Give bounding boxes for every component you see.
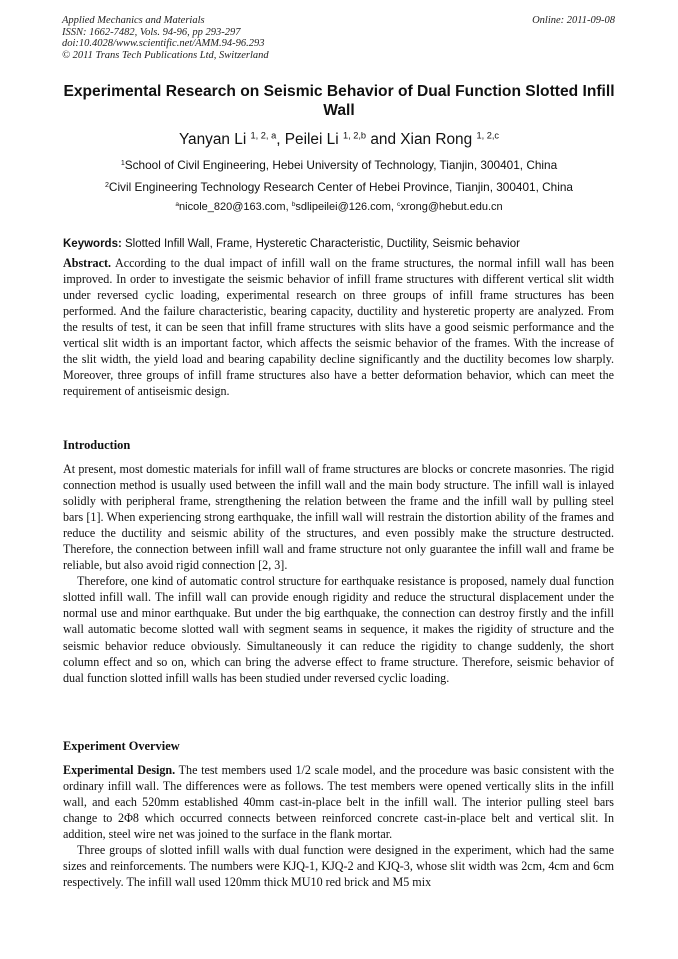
doi-line: doi:10.4028/www.scientific.net/AMM.94-96.293 <box>62 38 265 50</box>
experiment-section <box>63 762 614 890</box>
experiment-design-text: The test members used 1/2 scale model, and the procedure was basic consistent with the ordinary infill wall. The differences were as follows. The test members were opened vertically slits in the infill wall, and each 520mm established 40mm cast-in-place belt in the infill wall. The interior pulling steel bars change to 2Φ8 which occurred connects between reinforced concrete cast-in-place belt and vertical slit. In addition, steel wire net was joined to the surface in the flank mortar. <box>63 763 614 842</box>
author-list <box>62 131 616 149</box>
issn-line: ISSN: 1662-7482, Vols. 94-96, pp 293-297 <box>62 26 241 38</box>
keywords-text: Slotted Infill Wall, Frame, Hysteretic Characteristic, Ductility, Seismic behavior <box>121 238 520 250</box>
author-name: Peilei Li <box>284 131 339 148</box>
introduction-paragraph: Therefore, one kind of automatic control structure for earthquake resistance is proposed, namely dual function slotted infill wall. The infill wall can provide enough rigidity and reduce the structural displacement under the normal use and minor earthquake. But under the big earthquake, the connection can destroy firstly and the infill wall automatic become slotted wall with segment seams in sequence, it makes the rigidity of structure and the seismic behavior reduce obviously. Simultaneously it can reduce the rigidity to change suddenly, the short column effect and so on, which can bring the adverse effect to frame structure. Therefore, seismic behavior of dual function slotted infill walls has been studied under reversed cyclic loading. <box>63 574 614 685</box>
author-affiliation-mark: 1, 2, a <box>250 130 277 141</box>
author-separator: and <box>366 131 401 148</box>
affiliation-mark: 2 <box>104 180 109 189</box>
copyright-line: © 2011 Trans Tech Publications Ltd, Switzerland <box>62 49 269 61</box>
abstract <box>63 255 614 399</box>
author-affiliation-mark: 1, 2,c <box>476 130 500 141</box>
email-address: sdlipeilei@126.com, <box>295 201 398 213</box>
online-date: Online: 2011-09-08 <box>532 15 615 26</box>
experiment-heading: Experiment Overview <box>63 739 180 753</box>
affiliation-text: School of Civil Engineering, Hebei University of Technology, Tianjin, 300401, China <box>124 158 558 172</box>
paper-title: Experimental Research on Seismic Behavior of Dual Function Slotted Infill Wall <box>63 83 615 119</box>
author-separator: , <box>276 131 285 148</box>
email-mark: c <box>397 201 401 209</box>
email-address: xrong@hebut.edu.cn <box>400 201 503 213</box>
author-name: Xian Rong <box>400 131 473 148</box>
introduction-paragraph: At present, most domestic materials for infill wall of frame structures are blocks or concrete masonries. The rigid connection method is usually used between the infill wall and the main body structure. The infill wall is inlayed solidly with peripheral frame, strengthening the relation between the frame and the infill wall by pulling steel bars [1]. When experiencing strong earthquake, the infill wall will restrain the distortion ability of the frames and reduce the ductility and seismic ability of the structures, and even possibly make the structure destructed. Therefore, the connection between infill wall and frame structure not only guarantee the infill wall and frame be reliable, but also avoid rigid connection [2, 3]. <box>63 462 614 573</box>
abstract-paragraph <box>63 255 614 399</box>
keywords-label: Keywords: <box>63 238 122 250</box>
experiment-design-paragraph <box>63 762 614 842</box>
journal-name: Applied Mechanics and Materials <box>62 15 205 26</box>
author-emails <box>62 201 616 214</box>
author-name: Yanyan Li <box>178 131 247 148</box>
introduction-section <box>63 461 614 686</box>
email-mark: b <box>291 201 296 209</box>
introduction-heading: Introduction <box>63 438 131 452</box>
journal-header <box>62 15 269 61</box>
email-mark: a <box>175 201 180 209</box>
author-affiliation-mark: 1, 2,b <box>342 130 367 141</box>
abstract-label: Abstract. <box>63 256 112 270</box>
keywords <box>63 237 615 251</box>
affiliation-mark: 1 <box>120 158 125 167</box>
experiment-design-label: Experimental Design. <box>63 763 176 777</box>
affiliation-text: Civil Engineering Technology Research Center of Hebei Province, Tianjin, 300401, China <box>108 180 573 194</box>
email-address: nicole_820@163.com, <box>179 201 292 213</box>
affiliation-1 <box>62 158 616 172</box>
affiliation-2 <box>62 180 616 194</box>
abstract-text: According to the dual impact of infill wall on the frame structures, the normal infill wall has been improved. In order to investigate the seismic behavior of infill frame structures with different vertical slit width under reversed cyclic loading, experimental research on three groups of infill frame structures has been performed. And the failure characteristic, bearing capacity, ductility and hysteretic property are analyzed. From the results of test, it can be seen that infill frame structures with slits have a good seismic performance and the vertical slit width is an important factor, which affects the seismic behavior of the frames. With the increase of the slit width, the yield load and bearing capability decline significantly and the ductility becomes low sharply. Moreover, three groups of infill frame structures also have a better deformation behavior, which can meet the requirement of antiseismic design. <box>63 256 614 399</box>
experiment-paragraph: Three groups of slotted infill walls with dual function were designed in the experiment, which had the same sizes and reinforcements. The numbers were KJQ-1, KJQ-2 and KJQ-3, whose slit width was 2cm, 4cm and 6cm respectively. The infill wall used 120mm thick MU10 red brick and M5 mix <box>63 843 614 890</box>
